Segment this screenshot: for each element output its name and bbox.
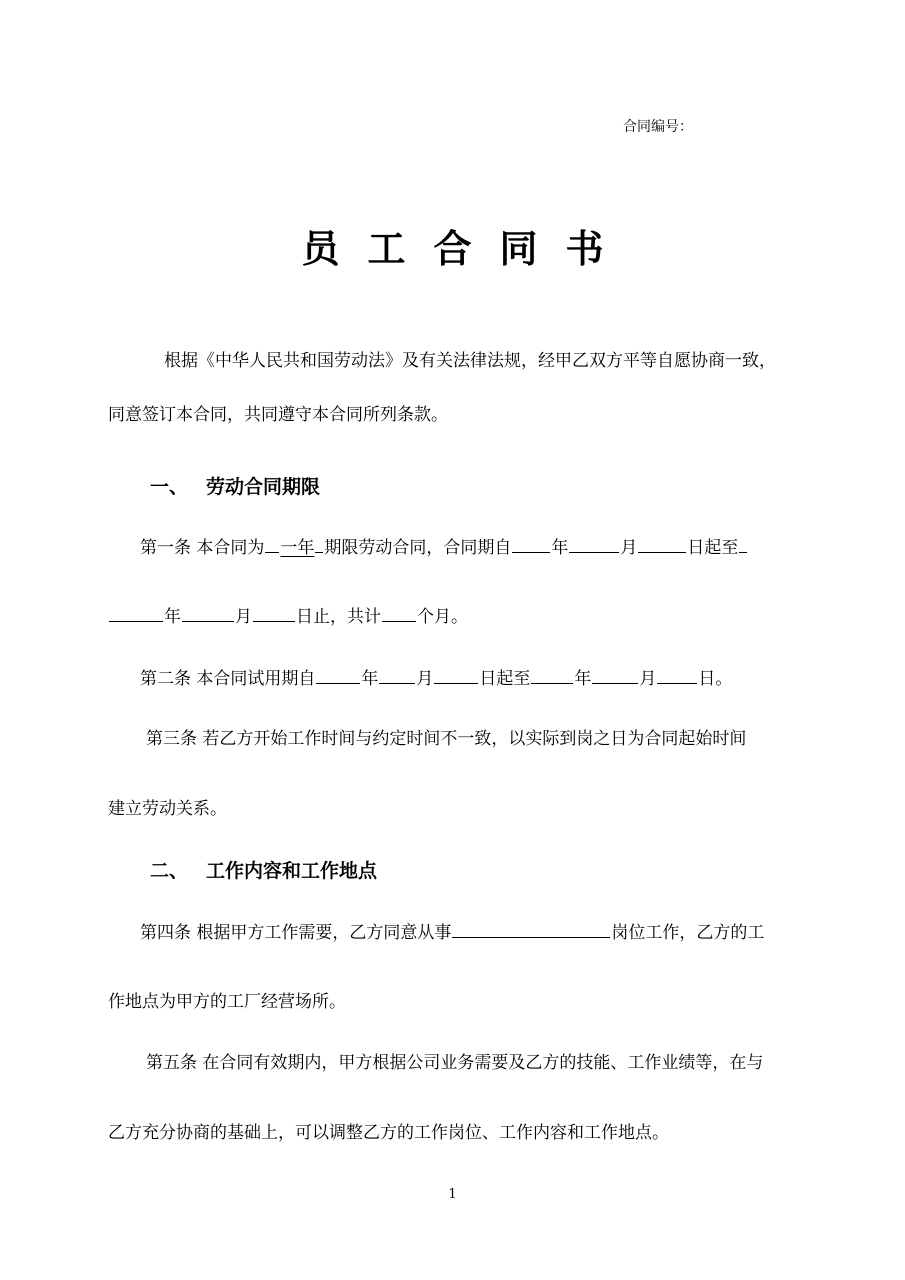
month-label: 月	[235, 607, 252, 627]
article-3-line-2: 建立劳动关系。	[108, 799, 227, 819]
month-label: 月	[639, 669, 657, 689]
contract-term: 一年	[280, 538, 315, 558]
article-5-line-1: 第五条 在合同有效期内，甲方根据公司业务需要及乙方的技能、工作业绩等，在与	[146, 1053, 764, 1073]
start-month-blank[interactable]	[569, 535, 619, 553]
article-1-line-2	[108, 604, 468, 629]
section-1-number: 一、	[150, 476, 189, 498]
blank-field[interactable]	[315, 535, 323, 553]
article-5-line-2: 乙方充分协商的基础上，可以调整乙方的工作岗位、工作内容和工作地点。	[108, 1123, 669, 1143]
month-label: 月	[416, 669, 434, 689]
end-month-blank[interactable]	[182, 604, 234, 622]
end-year-blank[interactable]	[109, 604, 163, 622]
year-label: 年	[164, 607, 181, 627]
intro-line-2: 同意签订本合同，共同遵守本合同所列条款。	[108, 405, 448, 425]
months-count-blank[interactable]	[382, 604, 416, 622]
intro-line-1: 根据《中华人民共和国劳动法》及有关法律法规，经甲乙双方平等自愿协商一致，	[164, 351, 776, 371]
section-2-number: 二、	[150, 860, 189, 882]
article-4-prefix: 第四条 根据甲方工作需要，乙方同意从事	[140, 923, 452, 943]
section-1-heading	[150, 472, 320, 499]
page-number: 1	[448, 1187, 457, 1202]
end-day-blank[interactable]	[253, 604, 295, 622]
until-label: 日起至	[479, 669, 531, 689]
section-1-title: 劳动合同期限	[206, 476, 321, 498]
position-blank[interactable]	[452, 920, 610, 938]
title-char: 合	[433, 227, 472, 271]
article-1-prefix: 第一条 本合同为	[140, 538, 265, 558]
probation-end-day-blank[interactable]	[657, 666, 697, 684]
month-label: 月	[620, 538, 638, 558]
start-day-blank[interactable]	[638, 535, 686, 553]
title-char: 工	[367, 227, 406, 271]
title-char: 员	[301, 227, 340, 271]
article-1-text: 期限劳动合同，合同期自	[324, 538, 512, 558]
end-year-blank[interactable]	[739, 535, 747, 553]
article-4-line-2: 作地点为甲方的工厂经营场所。	[108, 992, 346, 1012]
section-2-title: 工作内容和工作地点	[206, 860, 378, 882]
probation-start-day-blank[interactable]	[434, 666, 478, 684]
title-char: 同	[499, 227, 538, 271]
year-label: 年	[574, 669, 592, 689]
months-label: 个月。	[417, 607, 468, 627]
blank-field[interactable]	[265, 535, 279, 553]
title-char: 书	[565, 227, 604, 271]
probation-end-month-blank[interactable]	[592, 666, 638, 684]
until-label: 日起至	[687, 538, 739, 558]
year-label: 年	[361, 669, 379, 689]
start-year-blank[interactable]	[512, 535, 550, 553]
section-2-heading	[150, 856, 377, 883]
article-1-end-text: 日止，共计	[296, 607, 381, 627]
article-2-prefix: 第二条 本合同试用期自	[140, 669, 316, 689]
article-3-line-1: 第三条 若乙方开始工作时间与约定时间不一致，以实际到岗之日为合同起始时间	[146, 729, 747, 749]
year-label: 年	[551, 538, 569, 558]
article-2	[140, 666, 732, 691]
document-title	[0, 218, 905, 273]
probation-end-year-blank[interactable]	[531, 666, 573, 684]
probation-start-month-blank[interactable]	[379, 666, 415, 684]
article-4-line-1	[140, 920, 764, 945]
article-2-end-text: 日。	[698, 669, 733, 689]
contract-number-label: 合同编号：	[623, 119, 693, 135]
article-1-line-1	[140, 535, 748, 560]
probation-start-year-blank[interactable]	[316, 666, 360, 684]
article-4-suffix: 岗位工作，乙方的工	[611, 923, 765, 943]
